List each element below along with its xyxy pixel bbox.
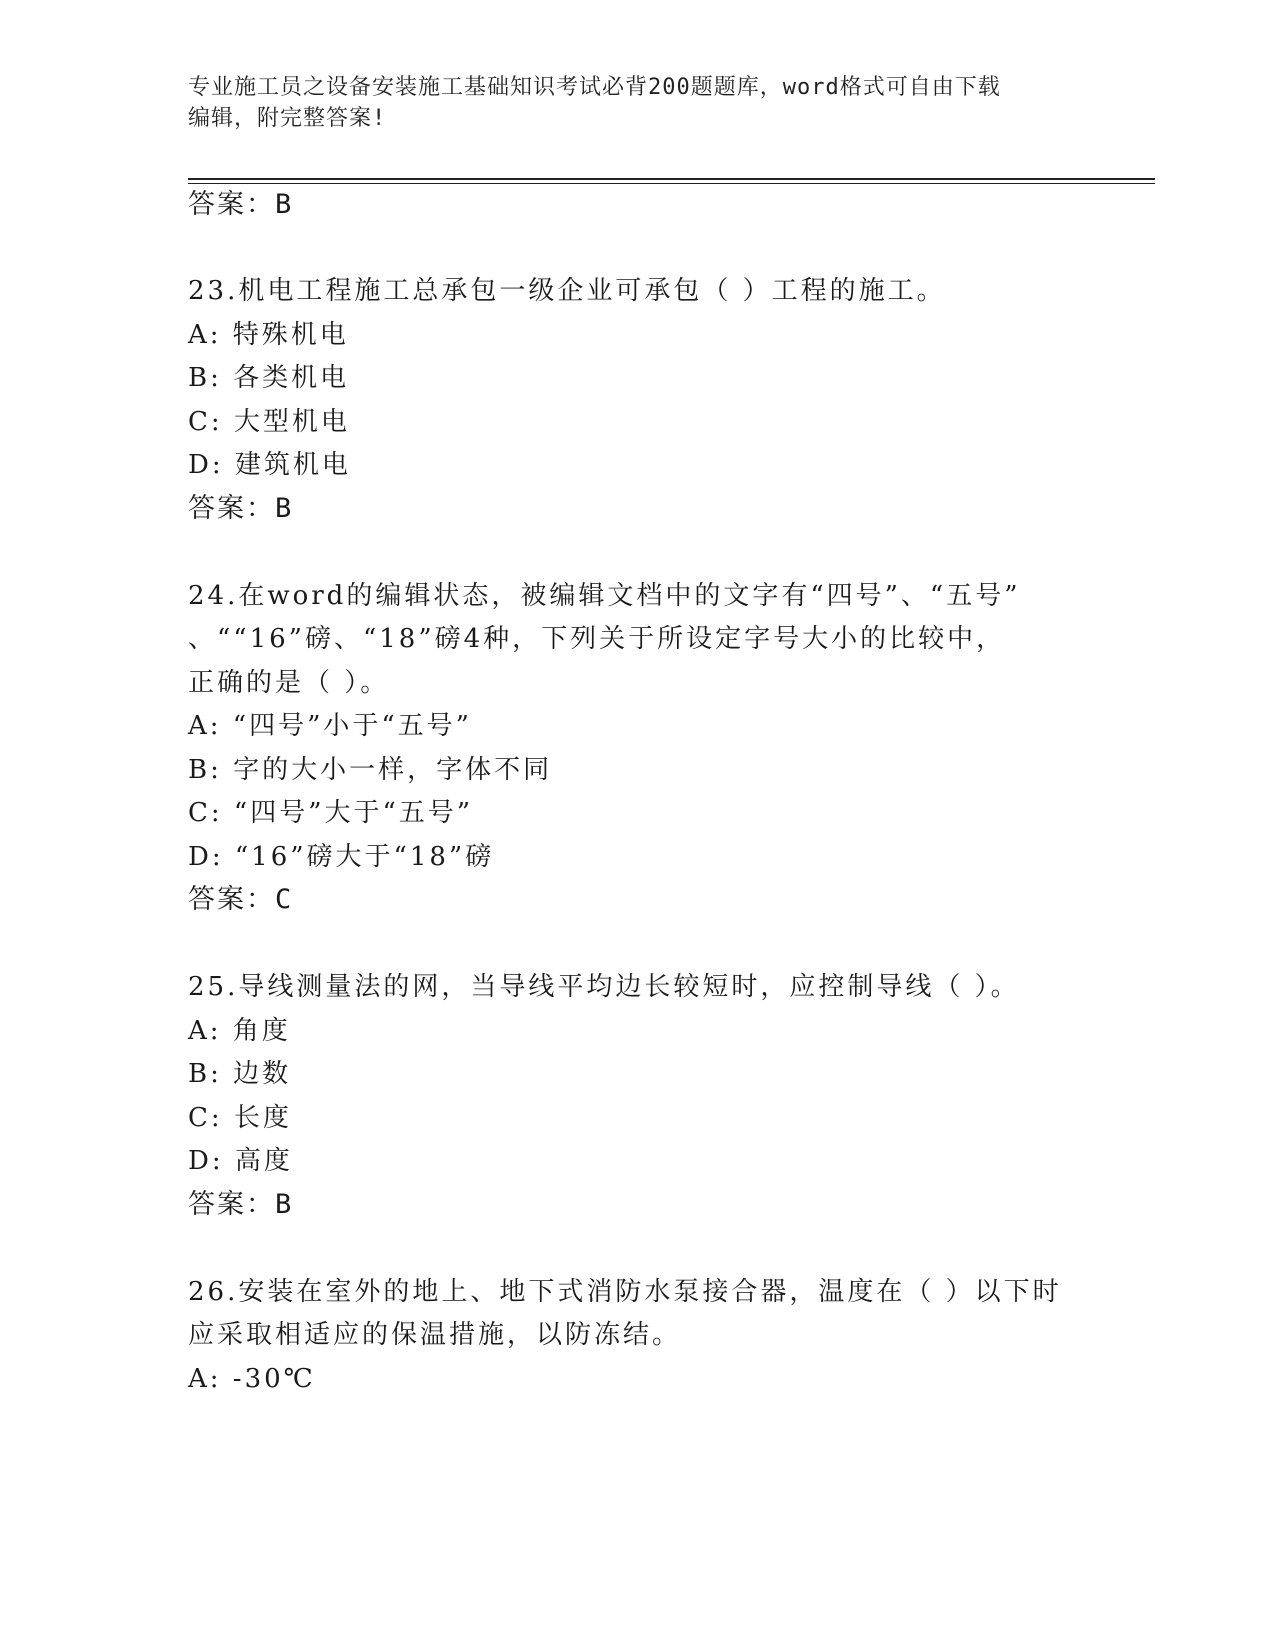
option-23-a: A: 特殊机电 — [188, 320, 349, 350]
option-25-c: C: 长度 — [188, 1103, 292, 1133]
option-25-a: A: 角度 — [188, 1016, 291, 1046]
question-24-line-2: 、““16”磅、“18”磅4种，下列关于所设定字号大小的比较中， — [188, 624, 1006, 654]
answer-24: 答案：C — [188, 884, 294, 915]
header-divider-thick — [188, 178, 1155, 180]
header-line-1: 专业施工员之设备安装施工基础知识考试必背200题题库，word格式可自由下载 — [188, 75, 1001, 100]
question-23-text: 23.机电工程施工总承包一级企业可承包（ ）工程的施工。 — [188, 276, 946, 306]
option-23-d: D: 建筑机电 — [188, 450, 351, 480]
option-23-c: C: 大型机电 — [188, 407, 350, 437]
option-24-c: C: “四号”大于“五号” — [188, 798, 474, 828]
answer-22: 答案：B — [188, 189, 294, 220]
question-25-text: 25.导线测量法的网，当导线平均边长较短时，应控制导线（ ）。 — [188, 972, 1020, 1002]
option-24-a: A: “四号”小于“五号” — [188, 711, 472, 741]
option-25-b: B: 边数 — [188, 1059, 292, 1089]
option-26-a: A: -30℃ — [188, 1364, 316, 1394]
option-25-d: D: 高度 — [188, 1146, 293, 1176]
answer-25: 答案：B — [188, 1189, 294, 1220]
question-26-line-2: 应采取相适应的保温措施，以防冻结。 — [188, 1320, 682, 1350]
question-24-line-1: 24.在word的编辑状态，被编辑文档中的文字有“四号”、“五号” — [188, 581, 1021, 611]
answer-23: 答案：B — [188, 493, 294, 524]
option-24-b: B: 字的大小一样，字体不同 — [188, 755, 553, 785]
header-line-2: 编辑，附完整答案! — [188, 106, 387, 131]
header-divider-thin — [188, 183, 1155, 184]
option-23-b: B: 各类机电 — [188, 363, 350, 393]
option-24-d: D: “16”磅大于“18”磅 — [188, 842, 495, 872]
question-26-line-1: 26.安装在室外的地上、地下式消防水泵接合器，温度在（ ）以下时 — [188, 1277, 1062, 1307]
page-header — [188, 72, 1088, 134]
question-24-line-3: 正确的是（ ）。 — [188, 668, 390, 698]
